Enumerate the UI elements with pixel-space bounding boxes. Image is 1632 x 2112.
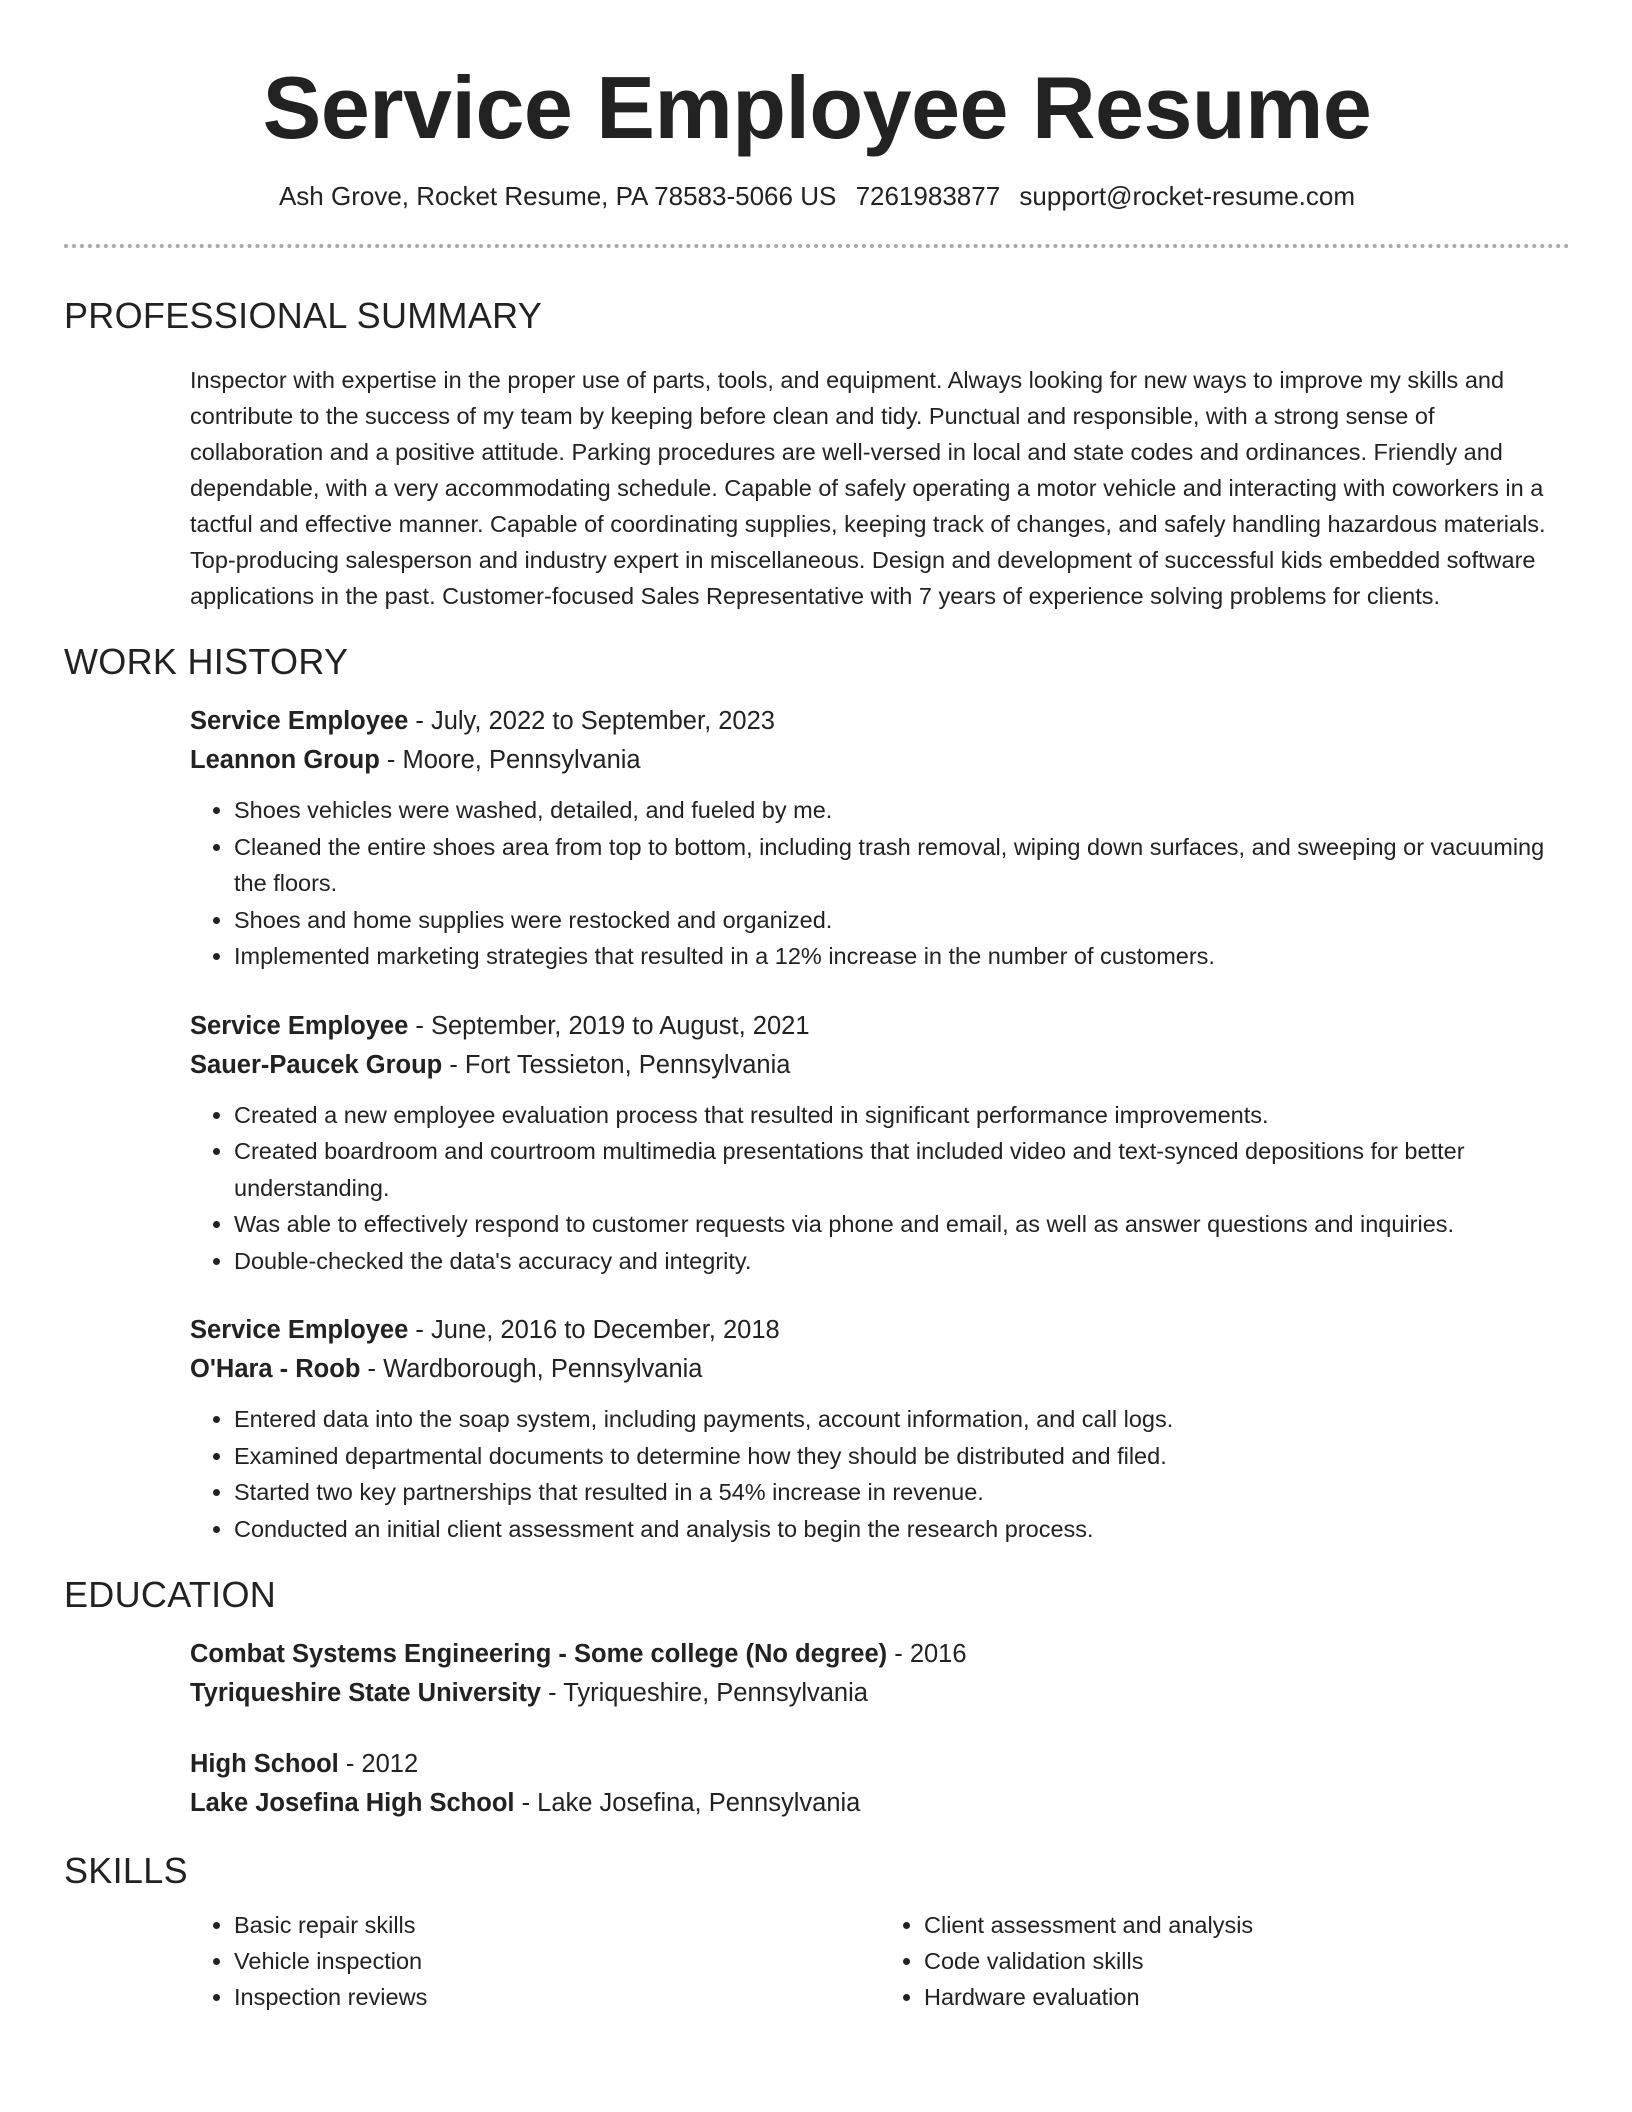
summary-text: Inspector with expertise in the proper use of parts, tools, and equipment. Always looking for new ways to improve my skills and contribute to the success of my team by keeping before clean and tidy. Punctual and responsible, with a strong sense of collaboration and a positive attitude. Parking procedures are well-versed in local and state codes and ordinances. Friendly and dependable, with a very accommodating schedule. Capable of safely operating a motor vehicle and interacting with coworkers in a tactful and effective manner. Capable of coordinating supplies, keeping track of changes, and safely handling hazardous materials. Top-producing salesperson and industry expert in miscellaneous. Design and development of successful kids embedded software applications in the past. Customer-focused Sales Representative with 7 years of experience solving problems for clients. — [190, 367, 1546, 609]
list-item: • Started two key partnerships that resulted in a 54% increase in revenue. — [234, 1474, 1570, 1511]
job-role: Service Employee — [190, 1011, 409, 1040]
job-company-line — [190, 741, 1570, 780]
education-degree: High School — [190, 1750, 339, 1778]
job-title-line — [190, 702, 1570, 741]
list-item: • Cleaned the entire shoes area from top to bottom, including trash removal, wiping down surfaces, and sweeping or vacuuming the floors. — [234, 829, 1570, 902]
list-item: • Hardware evaluation — [924, 1979, 1570, 2015]
contact-address: Ash Grove, Rocket Resume, PA 78583-5066 US — [278, 181, 837, 211]
education-entry — [190, 1635, 1570, 1713]
job-duties-list — [190, 1401, 1570, 1547]
list-item: • Code validation skills — [924, 1943, 1570, 1979]
job-company-line — [190, 1046, 1570, 1085]
list-item: • Created a new employee evaluation process that resulted in significant performance improvements. — [234, 1097, 1570, 1134]
job-entry — [190, 702, 1570, 975]
list-item: • Conducted an initial client assessment and analysis to begin the research process. — [234, 1511, 1570, 1548]
job-dates: - September, 2019 to August, 2021 — [408, 1011, 810, 1040]
education-degree: Combat Systems Engineering - Some college (No degree) — [190, 1640, 888, 1668]
job-role: Service Employee — [190, 707, 409, 735]
header-divider — [64, 244, 1570, 248]
education-location: - Tyriqueshire, Pennsylvania — [541, 1679, 868, 1707]
list-item: • Double-checked the data's accuracy and integrity. — [234, 1243, 1570, 1280]
list-item: • Created boardroom and courtroom multimedia presentations that included video and text-synced depositions for better understanding. — [234, 1133, 1570, 1206]
job-company: Sauer-Paucek Group — [190, 1050, 443, 1079]
work-history-heading: WORK HISTORY — [64, 641, 349, 682]
skills-list-left — [190, 1907, 880, 2015]
job-entry — [190, 1311, 1570, 1547]
education-school-line — [190, 1784, 1570, 1823]
job-company-line — [190, 1350, 1570, 1389]
job-duties-list — [190, 792, 1570, 975]
education-school-line — [190, 1674, 1570, 1713]
job-title-line — [190, 1311, 1570, 1350]
job-dates: - June, 2016 to December, 2018 — [408, 1316, 780, 1344]
education-school: Tyriqueshire State University — [190, 1679, 541, 1707]
job-duties-list — [190, 1097, 1570, 1280]
list-item: • Shoes and home supplies were restocked and organized. — [234, 902, 1570, 939]
job-location: - Moore, Pennsylvania — [379, 746, 641, 774]
summary-heading: PROFESSIONAL SUMMARY — [64, 295, 543, 336]
job-location: - Fort Tessieton, Pennsylvania — [442, 1050, 791, 1079]
list-item: • Vehicle inspection — [234, 1943, 880, 1979]
education-heading: EDUCATION — [64, 1574, 277, 1615]
list-item: • Inspection reviews — [234, 1979, 880, 2015]
job-location: - Wardborough, Pennsylvania — [360, 1355, 703, 1383]
contact-phone: 7261983877 — [855, 181, 1001, 211]
education-year: - 2012 — [338, 1750, 419, 1778]
job-title-line — [190, 1007, 1570, 1046]
education-school: Lake Josefina High School — [190, 1789, 515, 1817]
education-degree-line — [190, 1635, 1570, 1674]
education-entry — [190, 1745, 1570, 1823]
list-item: • Entered data into the soap system, including payments, account information, and call logs. — [234, 1401, 1570, 1438]
job-company: O'Hara - Roob — [190, 1355, 361, 1383]
list-item: • Shoes vehicles were washed, detailed, and fueled by me. — [234, 792, 1570, 829]
list-item: • Examined departmental documents to determine how they should be distributed and filed. — [234, 1438, 1570, 1475]
list-item: • Client assessment and analysis — [924, 1907, 1570, 1943]
job-company: Leannon Group — [190, 746, 380, 774]
resume-title: Service Employee Resume — [262, 58, 1372, 157]
contact-info — [64, 180, 1570, 212]
skills-list-right — [880, 1907, 1570, 2015]
job-entry — [190, 1007, 1570, 1280]
contact-email: support@rocket-resume.com — [1019, 181, 1356, 211]
list-item: • Implemented marketing strategies that resulted in a 12% increase in the number of customers. — [234, 938, 1570, 975]
job-role: Service Employee — [190, 1316, 409, 1344]
list-item: • Basic repair skills — [234, 1907, 880, 1943]
skills-heading: SKILLS — [64, 1850, 188, 1891]
list-item: • Was able to effectively respond to customer requests via phone and email, as well as answer questions and inquiries. — [234, 1206, 1570, 1243]
education-year: - 2016 — [887, 1640, 967, 1668]
education-degree-line — [190, 1745, 1570, 1784]
education-location: - Lake Josefina, Pennsylvania — [514, 1789, 861, 1817]
skills-columns — [190, 1907, 1570, 2015]
job-dates: - July, 2022 to September, 2023 — [408, 707, 775, 735]
resume-page — [64, 0, 1570, 2015]
